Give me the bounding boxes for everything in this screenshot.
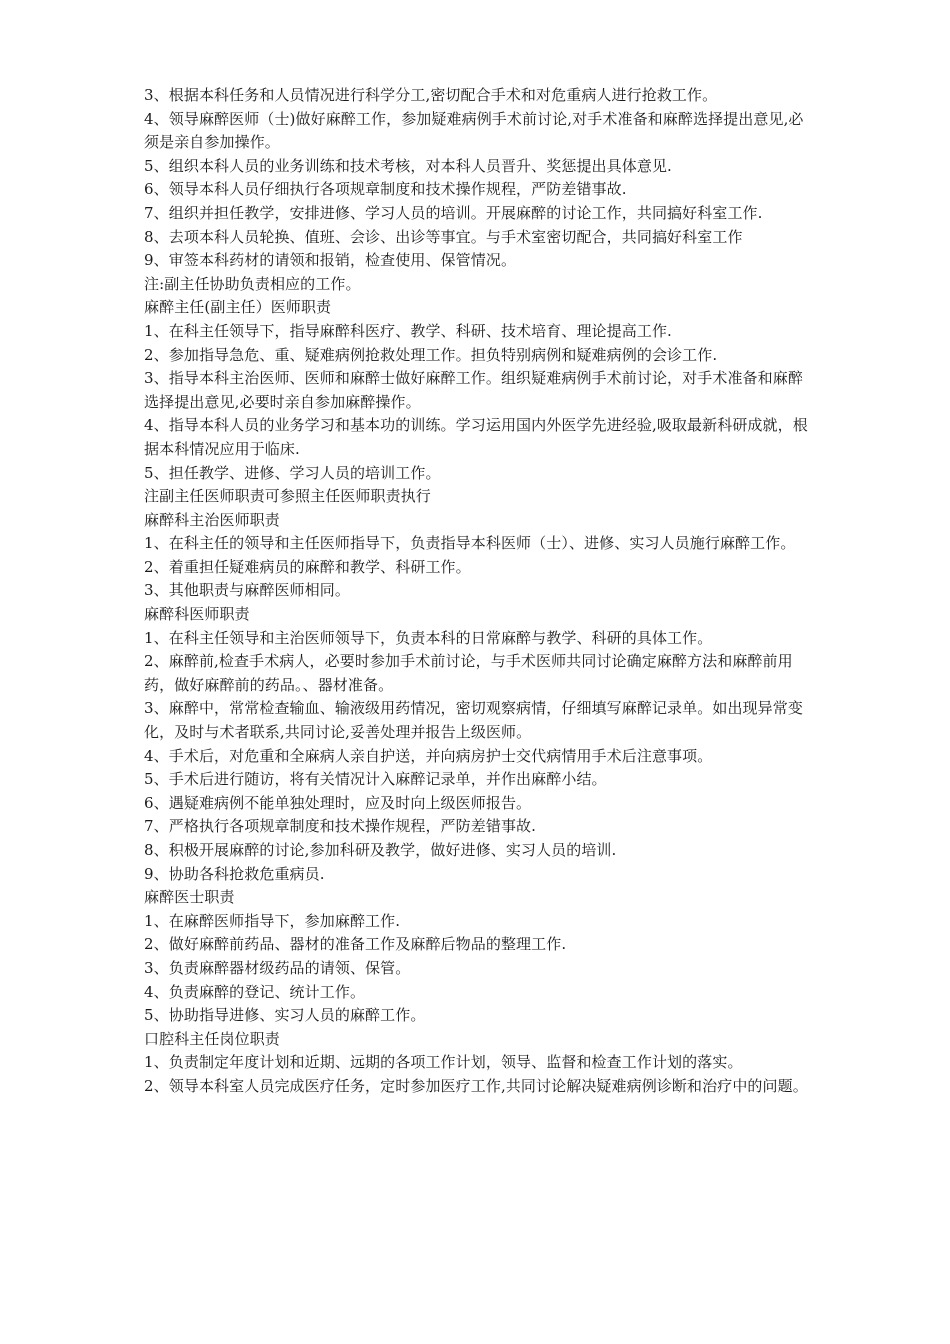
text-line: 7、严格执行各项规章制度和技术操作规程，严防差错事故. [144,817,537,836]
section-heading: 麻醉主任(副主任）医师职责 [144,298,332,317]
text-line: 4、负责麻醉的登记、统计工作。 [144,982,366,1001]
text-line: 1、在麻醉医师指导下，参加麻醉工作. [144,911,401,930]
text-line: 1、负责制定年度计划和近期、远期的各项工作计划，领导、监督和检查工作计划的落实。 [144,1053,743,1072]
text-line: 3、根据本科任务和人员情况进行科学分工,密切配合手术和对危重病人进行抢救工作。 [144,86,718,104]
text-line: 3、指导本科主治医师、医师和麻醉士做好麻醉工作。组织疑难病例手术前讨论，对手术准备和麻醉选择提出意见,必要时亲自参加麻醉操作。 [144,369,803,411]
section-heading: 麻醉科主治医师职责 [144,510,280,529]
text-line: 5、担任教学、进修、学习人员的培训工作。 [144,463,441,482]
text-line: 7、组织并担任教学，安排进修、学习人员的培训。开展麻醉的讨论工作，共同搞好科室工作. [144,203,763,222]
text-line: 3、麻醉中，常常检查输血、输液级用药情况，密切观察病情，仔细填写麻醉记录单。如出现异常变化，及时与术者联系,共同讨论,妥善处理并报告上级医师。 [144,699,803,742]
note-line: 注副主任医师职责可参照主任医师职责执行 [144,487,431,506]
text-line: 2、领导本科室人员完成医疗任务，定时参加医疗工作,共同讨论解决疑难病例诊断和治疗中的问题。 [144,1076,808,1095]
text-line: 8、去项本科人员轮换、值班、会诊、出诊等事宜。与手术室密切配合，共同搞好科室工作 [144,227,743,246]
text-line: 5、协助指导进修、实习人员的麻醉工作。 [144,1006,426,1025]
section-heading: 麻醉科医师职责 [144,605,250,624]
text-line: 4、手术后，对危重和全麻病人亲自护送，并向病房护士交代病情用手术后注意事项。 [144,746,713,765]
note-line: 注:副主任协助负责相应的工作。 [144,274,361,293]
section-heading: 麻醉医士职责 [144,888,235,907]
text-line: 3、其他职责与麻醉医师相同。 [144,581,350,600]
document-body [144,84,810,1099]
text-line: 8、积极开展麻醉的讨论,参加科研及教学，做好进修、实习人员的培训. [144,841,617,859]
text-line: 6、领导本科人员仔细执行各项规章制度和技术操作规程，严防差错事故. [144,180,627,199]
text-line: 1、在科主任领导和主治医师领导下，负责本科的日常麻醉与教学、科研的具体工作。 [144,628,713,647]
section-heading: 口腔科主任岗位职责 [144,1029,280,1048]
text-line: 1、在科主任领导下，指导麻醉科医疗、教学、科研、技术培育、理论提高工作. [144,321,672,340]
text-line: 2、做好麻醉前药品、器材的准备工作及麻醉后物品的整理工作. [144,935,567,954]
text-line: 6、遇疑难病例不能单独处理时，应及时向上级医师报告。 [144,793,532,812]
text-line: 2、参加指导急危、重、疑难病例抢救处理工作。担负特别病例和疑难病例的会诊工作. [144,345,718,364]
text-line: 4、领导麻醉医师（士)做好麻醉工作，参加疑难病例手术前讨论,对手术准备和麻醉选择提出意见,必须是亲自参加操作。 [144,109,804,152]
text-line: 3、负责麻醉器材级药品的请领、保管。 [144,958,411,977]
text-line: 5、手术后进行随访，将有关情况计入麻醉记录单，并作出麻醉小结。 [144,770,607,789]
text-line: 1、在科主任的领导和主任医师指导下，负责指导本科医师（士）、进修、实习人员施行麻醉工作。 [144,534,796,553]
text-line: 5、组织本科人员的业务训练和技术考核，对本科人员晋升、奖惩提出具体意见. [144,156,672,175]
text-line: 9、审签本科药材的请领和报销，检查使用、保管情况。 [144,251,517,270]
text-line: 9、协助各科抢救危重病员. [144,864,325,883]
text-line: 4、指导本科人员的业务学习和基本功的训练。学习运用国内外医学先进经验,吸取最新科研成就，根据本科情况应用于临床. [144,416,808,458]
text-line: 2、着重担任疑难病员的麻醉和教学、科研工作。 [144,557,471,576]
text-line: 2、麻醉前,检查手术病人，必要时参加手术前讨论，与手术医师共同讨论确定麻醉方法和麻醉前用药，做好麻醉前的药品。、器材准备。 [144,652,793,694]
